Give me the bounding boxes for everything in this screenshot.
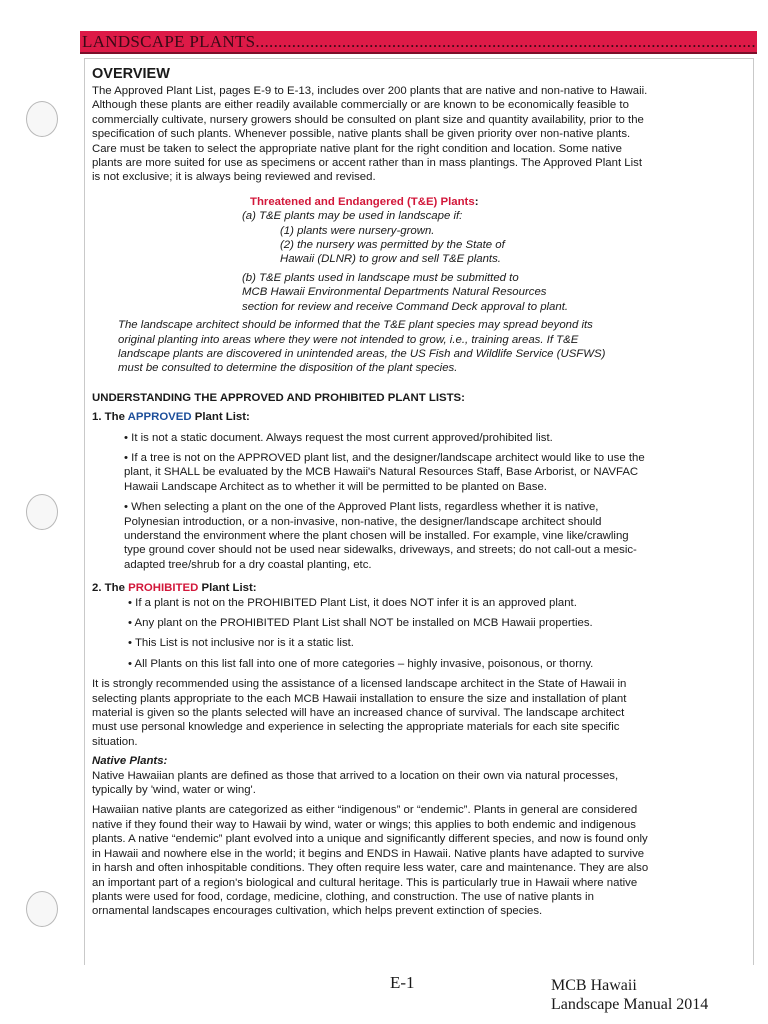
native-definition-paragraph bbox=[92, 769, 706, 798]
bullet-item: • Any plant on the PROHIBITED Plant List shall NOT be installed on MCB Hawaii properties. bbox=[128, 617, 593, 629]
text-line: The Approved Plant List, pages E-9 to E-13, includes over 200 plants that are native and non-native to Hawaii. bbox=[92, 85, 648, 97]
text-line: is not exclusive; it is always being reviewed and revised. bbox=[92, 171, 376, 184]
text-line: Hawaii Landscape Architect as to whether it will be permitted to be planted on Base. bbox=[124, 480, 547, 493]
te-a-item: Hawaii (DLNR) to grow and sell T&E plants. bbox=[280, 253, 501, 266]
page-number: E-1 bbox=[390, 973, 415, 992]
overview-heading: OVERVIEW bbox=[92, 66, 170, 82]
te-plants-block bbox=[242, 195, 706, 314]
text-line: landscape plants are discovered in unintended areas, the US Fish and Wildlife Service (USFWS) bbox=[118, 347, 606, 360]
text-line: • If a tree is not on the APPROVED plant list, and the designer/landscape architect would like to use the bbox=[124, 451, 645, 464]
footer-org: MCB Hawaii bbox=[551, 977, 637, 994]
bullet-item bbox=[124, 451, 706, 494]
section-title: LANDSCAPE PLANTS bbox=[82, 32, 256, 51]
text-line: must use personal knowledge and experience in selecting the appropriate materials for each site specific bbox=[92, 721, 620, 734]
text-line: adapted tree/shrub for a dry coastal planting, etc. bbox=[124, 558, 372, 571]
text-line: an important part of a region's biological and cultural heritage. This is particularly true in Hawaii where native bbox=[92, 876, 638, 889]
footer-manual-title: Landscape Manual 2014 bbox=[551, 996, 709, 1013]
lists-section-heading: UNDERSTANDING THE APPROVED AND PROHIBITED PLANT LISTS: bbox=[92, 391, 465, 404]
te-a-line: (a) T&E plants may be used in landscape if: bbox=[242, 210, 463, 223]
bullet-item: • All Plants on this list fall into one of more categories – highly invasive, poisonous, or thorny. bbox=[128, 657, 594, 670]
te-a-item: (1) plants were nursery-grown. bbox=[280, 224, 435, 237]
text-line: Hawaiian native plants are categorized as either “indigenous” or “endemic”. Plants in general are considered bbox=[92, 804, 638, 817]
bullet-item bbox=[124, 500, 706, 572]
text-line: material is given so the plants selected will have an increased chance of survival. The landscape architect bbox=[92, 707, 625, 720]
footer-document-info bbox=[551, 976, 708, 1014]
text-line: Polynesian introduction, or a non-invasive, non-native, the designer/landscape architect should bbox=[124, 515, 602, 528]
approved-list-heading: 1. The APPROVED Plant List: bbox=[92, 411, 250, 424]
text-line: must be consulted to determine the disposition of the plant species. bbox=[118, 362, 458, 375]
text-line: situation. bbox=[92, 735, 138, 748]
text-line: specification of such plants. Whenever possible, native plants shall be given priority over non-native plants. bbox=[92, 128, 631, 141]
text-line: commercially cultivate, nursery growers should be consulted on plant size and quantity availability, prior to the bbox=[92, 113, 644, 126]
text-line: Although these plants are either readily available commercially or are known to be economically feasible to bbox=[92, 99, 629, 112]
prohibited-list-heading: 2. The PROHIBITED Plant List: bbox=[92, 582, 257, 595]
text-line: Care must be taken to select the appropriate native plant for the right condition and location. Some native bbox=[92, 142, 622, 155]
approved-bullets bbox=[124, 431, 706, 573]
native-body-paragraph bbox=[92, 803, 706, 918]
text-line: typically by 'wind, water or wing'. bbox=[92, 784, 256, 797]
text-line: in harsh and often inhospitable conditions. They often require less water, care and maintenance. They are also bbox=[92, 862, 649, 875]
text-line: plant, it SHALL be evaluated by the MCB Hawaii's Natural Resources Staff, Base Arborist, or NAVFAC bbox=[124, 466, 639, 479]
title-leader-dots: .............................................................................................................. bbox=[255, 32, 756, 51]
binder-hole-icon bbox=[26, 101, 58, 137]
text-line: plants were used for food, cordage, medicine, clothing, and construction. The use of native plants in bbox=[92, 890, 594, 903]
page-body bbox=[92, 66, 706, 919]
text-line: The landscape architect should be informed that the T&E plant species may spread beyond its bbox=[118, 319, 593, 332]
te-b-line: (b) T&E plants used in landscape must be submitted to bbox=[242, 271, 519, 284]
text-line: selecting plants appropriate to the each MCB Hawaii installation to ensure the size and installation of plant bbox=[92, 692, 627, 705]
text-line: native if they found their way to Hawaii by wind, water or wings; this applies to both endemic and indigenous bbox=[92, 818, 636, 831]
te-a-item: (2) the nursery was permitted by the State of bbox=[280, 239, 505, 252]
text-line: understand the environment where the plant chosen will be installed. For example, vine like/crawling bbox=[124, 529, 629, 542]
text-line: • When selecting a plant on the one of the Approved Plant lists, regardless whether it is native, bbox=[124, 501, 599, 514]
bullet-item: • If a plant is not on the PROHIBITED Plant List, it does NOT infer it is an approved plant. bbox=[128, 596, 577, 609]
text-line: ornamental landscapes encourages cultivation, which helps prevent extinction of species. bbox=[92, 905, 543, 918]
recommendation-paragraph bbox=[92, 677, 706, 749]
text-line: plants are more suited for use as specimens or accent rather than in mass plantings. The Approved Plant List bbox=[92, 157, 642, 170]
prohibited-bullets bbox=[128, 596, 706, 672]
section-header-band bbox=[80, 31, 757, 54]
te-b-line: section for review and receive Command Deck approval to plant. bbox=[242, 300, 569, 313]
bullet-item: • It is not a static document. Always request the most current approved/prohibited list. bbox=[124, 431, 553, 444]
binder-hole-icon bbox=[26, 891, 58, 927]
text-line: type ground cover should not be used near sidewalks, driveways, and streets; do not call-out a mesic- bbox=[124, 544, 637, 557]
text-line: It is strongly recommended using the assistance of a licensed landscape architect in the State of Hawaii in bbox=[92, 678, 627, 691]
bullet-item: • This List is not inclusive nor is it a static list. bbox=[128, 637, 354, 650]
overview-paragraph bbox=[92, 84, 706, 185]
native-plants-heading: Native Plants: bbox=[92, 755, 168, 768]
binder-hole-icon bbox=[26, 494, 58, 530]
te-note-paragraph bbox=[118, 318, 706, 376]
text-line: in Hawaii and nowhere else in the world; it begins and ENDS in Hawaii. Native plants have adapted to survive bbox=[92, 847, 645, 860]
text-line: Native Hawaiian plants are defined as those that arrived to a location on their own via natural processes, bbox=[92, 769, 619, 782]
text-line: original planting into areas where they were not intended to grow, i.e., training areas. If T&E bbox=[118, 333, 579, 346]
text-line: plants. A native “endemic” plant evolved into a unique and significantly different species, and now is found only bbox=[92, 833, 648, 846]
te-heading: Threatened and Endangered (T&E) Plants: bbox=[250, 195, 479, 208]
te-b-line: MCB Hawaii Environmental Departments Natural Resources bbox=[242, 286, 547, 299]
